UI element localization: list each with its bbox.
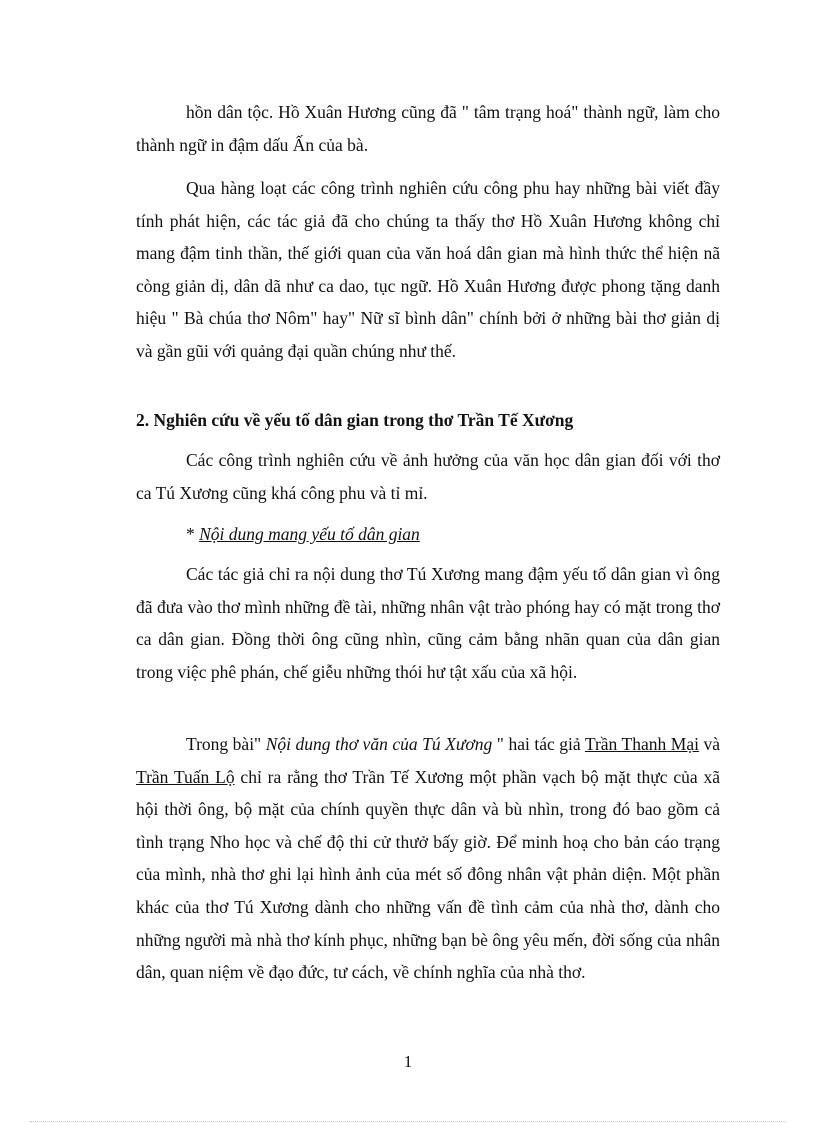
section-heading-2 — [136, 404, 720, 437]
subheading-bullet: * — [186, 524, 200, 544]
subheading-folk-content — [136, 518, 720, 551]
paragraph-text: Trong bài" Nội dung thơ văn của Tú Xương " hai tác giả Trần Thanh Mại và Trần Tuấn Lộ chỉ ra rằng thơ Trần Tế Xương một phần vạch bộ mặt thực của xã hội thời ông, bộ mặt của chính quyền thực dân và bù nhìn, trong đó bao gồm cả tình trạng Nho học và chế độ thi cử thưở bấy giờ. Để minh hoạ cho bản cáo trạng của mình, nhà thơ ghi lại hình ảnh của mét số đông nhân vật phản diện. Một phần khác của thơ Tú Xương dành cho những vấn đề tình cảm của nhà thơ, dành cho những người mà nhà thơ kính phục, những bạn bè ông yêu mến, đời sống của nhân dân, quan niệm về đạo đức, tư cách, về chính nghĩa của nhà thơ. — [136, 734, 720, 983]
paragraph-hxh-idioms — [136, 96, 720, 161]
subheading-text: Nội dung mang yếu tố dân gian — [199, 524, 420, 544]
cited-work-title: Nội dung thơ văn của Tú Xương — [265, 734, 493, 754]
section-heading-text: 2. Nghiên cứu về yếu tố dân gian trong thơ Trần Tế Xương — [136, 410, 574, 430]
author-link[interactable]: Trần Tuấn Lộ — [136, 766, 235, 787]
paragraph-text: Các công trình nghiên cứu về ảnh hưởng của văn học dân gian đối với thơ ca Tú Xương cũng khá công phu và tỉ mỉ. — [136, 450, 720, 503]
author-link[interactable]: Trần Thanh Mại — [584, 734, 699, 754]
paragraph-tu-xuong-content — [136, 558, 720, 688]
paragraph-tu-xuong-intro — [136, 444, 720, 509]
paragraph-hxh-folk-style — [136, 172, 720, 368]
paragraph-tran-thanh-mai — [136, 728, 720, 989]
page-edge-divider — [30, 1121, 786, 1122]
paragraph-text: hồn dân tộc. Hồ Xuân Hương cũng đã " tâm trạng hoá" thành ngữ, làm cho thành ngữ in đậm dấu Ấn của bà. — [136, 102, 720, 155]
page-number: 1 — [403, 1052, 413, 1071]
paragraph-text: Các tác giả chỉ ra nội dung thơ Tú Xương mang đậm yếu tố dân gian vì ông đã đưa vào thơ mình những đề tài, những nhân vật trào phóng hay có mặt trong thơ ca dân gian. Đồng thời ông cũng nhìn, cũng cảm bằng nhãn quan của dân gian trong việc phê phán, chế giễu những thói hư tật xấu của xã hội. — [136, 564, 720, 682]
paragraph-text: Qua hàng loạt các công trình nghiên cứu công phu hay những bài viết đầy tính phát hiện, các tác giả đã cho chúng ta thấy thơ Hồ Xuân Hương không chỉ mang đậm tinh thần, thế giới quan của văn hoá dân gian mà hình thức thể hiện nã còng giản dị, dân dã như ca dao, tục ngữ. Hồ Xuân Hương được phong tặng danh hiệu " Bà chúa thơ Nôm" hay" Nữ sĩ bình dân" chính bởi ở những bài thơ giản dị và gần gũi với quảng đại quần chúng như thế. — [136, 178, 720, 361]
